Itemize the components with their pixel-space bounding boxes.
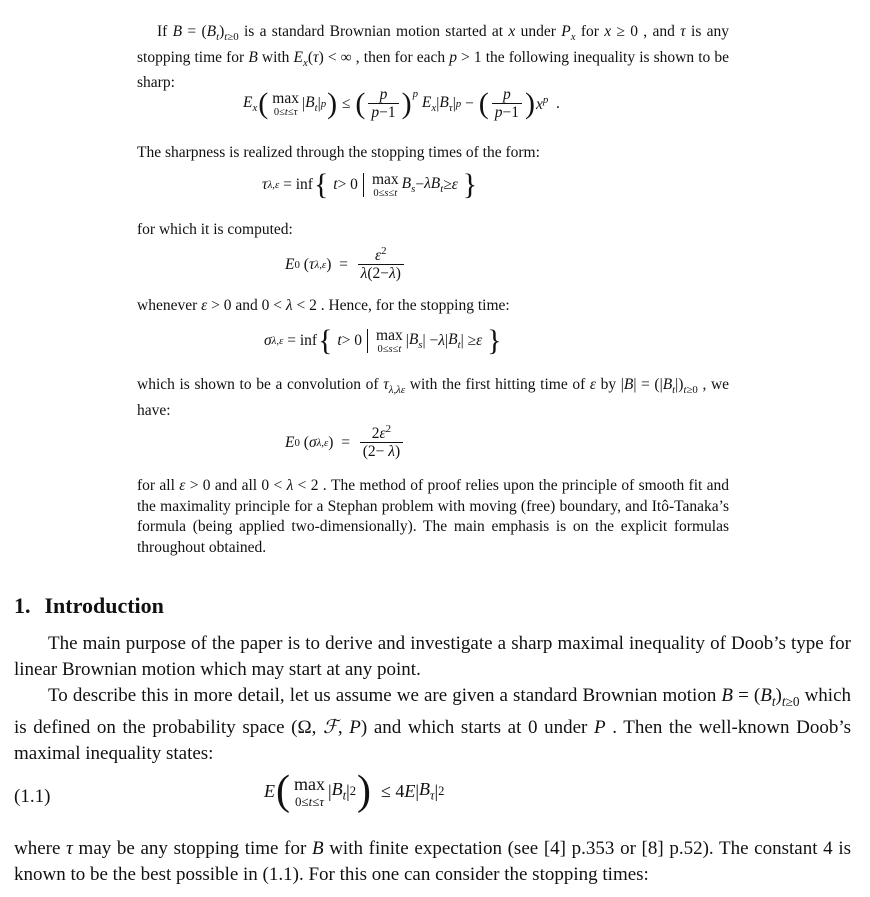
equation-expected-sigma: E 0 ( σ λ,ε ) = $\frac{2\varepsilon^2}{(2- \lambda)}$ bbox=[285, 424, 405, 462]
section-title: Introduction bbox=[44, 593, 164, 618]
equation-tau-definition: τ λ,ε = inf { t > 0 max 0≤s≤t $B_s$ − $\lambda B_t$ ≥ ε } bbox=[262, 168, 478, 201]
intro-paragraph-2: To describe this in more detail, let us assume we are given a standard Brownian motion $B = (B_t)_{t\ge 0}$ which is defined on the probability space (Ω, ℱ, P) and which starts at 0 under P . Then the well-known Doob’s maximal inequality states: bbox=[14, 685, 852, 764]
equation-sigma-definition: σ λ,ε = inf { t > 0 max 0≤s≤t | $B_s$ | − λ | $B_t$ | ≥ ε } bbox=[264, 324, 502, 357]
abstract-paragraph-4: whenever ε > 0 and 0 < λ < 2 . Hence, for the stopping time: bbox=[137, 297, 510, 314]
abstract-paragraph-6: for all ε > 0 and all 0 < λ < 2 . The method of proof relies upon the principle of smooth fit and the maximality principle for a Stephan problem with moving (free) boundary, and Itô-Tanaka’s formula (being applied two-dimensionally). The main emphasis is on the explicit formulas throughout obtained. bbox=[137, 477, 730, 556]
section-heading bbox=[14, 593, 164, 619]
equation-sharp-inequality: $E_x$ ( max 0≤t≤τ | $B_t$ | p ) ≤ ( $\frac{p}{p-1}$ ) $^p$ $E_x$ | $B_\tau$ | p − ( $\frac{p}{p-1}$ ) $x^p$ . bbox=[243, 86, 560, 122]
intro-paragraph-3: where τ may be any stopping time for B with finite expectation (see [4] p.353 or [8] p.52). The constant 4 is known to be the best possible in (1.1). For this one can consider the stopping times: bbox=[14, 838, 852, 885]
abstract-paragraph-3: for which it is computed: bbox=[137, 221, 293, 238]
abstract-paragraph-5: which is shown to be a convolution of $\tau_{\lambda,\lambda\varepsilon}$ with the first hitting time of ε by $|B| = (|B_t|)_{t\ge 0}$ , we have: bbox=[137, 376, 730, 419]
equation-doob-inequality: E ( max 0≤t≤τ | $B_t$ | 2 ) ≤ 4 E | $B_\tau$ | 2 bbox=[264, 768, 445, 814]
equation-expected-tau: E 0 ( τ λ,ε ) = $\frac{\varepsilon^2}{\lambda(2-\lambda)}$ bbox=[285, 246, 406, 284]
abstract-paragraph-2: The sharpness is realized through the stopping times of the form: bbox=[137, 144, 540, 161]
intro-paragraph-1: The main purpose of the paper is to derive and investigate a sharp maximal inequality of Doob’s type for linear Brownian motion which may start at any point. bbox=[14, 633, 851, 680]
abstract-paragraph-1: If $B = (B_t)_{t\ge 0}$ is a standard Brownian motion started at x under $P_x$ for x ≥ 0 , and τ is any stopping time for B with $E_x(\tau)$ < ∞ , then for each p > 1 the following inequality is shown to be sharp: bbox=[137, 23, 730, 92]
equation-label: (1.1) bbox=[14, 786, 51, 807]
section-number: 1. bbox=[14, 593, 31, 618]
